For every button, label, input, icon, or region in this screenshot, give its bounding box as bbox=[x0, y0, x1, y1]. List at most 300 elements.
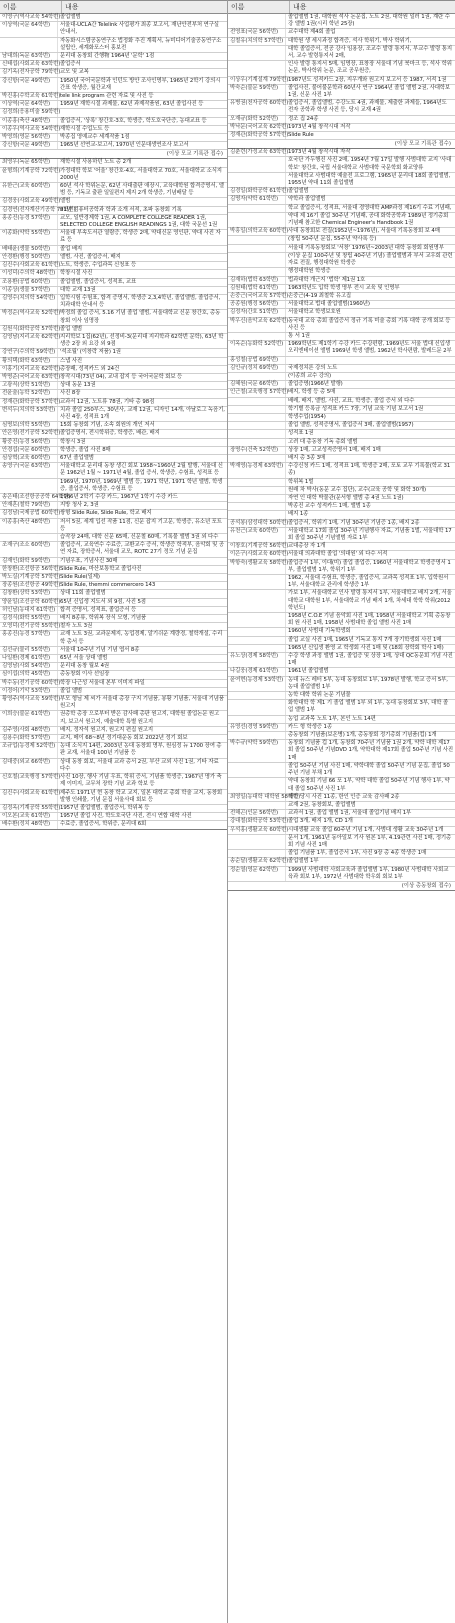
donor-name: 황의택(화학 63학번) bbox=[0, 358, 58, 365]
donation-content: 졸업증서 bbox=[60, 61, 81, 68]
table-row bbox=[228, 389, 455, 397]
table-row bbox=[228, 309, 455, 317]
donation-content: 총동창회 이사 선임장 bbox=[60, 671, 110, 678]
table-row bbox=[228, 29, 455, 37]
donor-name bbox=[228, 511, 286, 518]
donation-content: 상장 1매, 고교성적증명서 1매, 배지 1매 bbox=[288, 446, 381, 453]
donor-name: 박진홍(수학교육 61학번) bbox=[2, 93, 61, 100]
donation-content: 지리학보 1집(62년), 선정비-3(문리대 지리학과 62학번 문학), 63년 학생증 2장 외 요강 외 9점 bbox=[60, 333, 224, 348]
table-row bbox=[228, 447, 455, 455]
donor-name: 김정희(응용미술 59학번) bbox=[2, 109, 61, 116]
donor-name: 김기옥(전자공학 79학번) bbox=[2, 69, 61, 76]
donor-name: 김영남(사회 54학번) bbox=[0, 663, 58, 670]
table-row bbox=[228, 463, 455, 478]
donation-content: 법과대학 개근지 '법학' 제1권 1호 bbox=[288, 276, 366, 283]
donor-name: 신태섭(사회교육 63학번) bbox=[2, 61, 61, 68]
donor-name: 정순열(영문 62학번) bbox=[228, 867, 286, 881]
donor-name bbox=[228, 414, 286, 421]
table-row bbox=[0, 230, 227, 245]
donation-content: 학기별 등록금 성적표 카드 7장, 기념 교육 기념 보고서 1권 bbox=[288, 405, 424, 412]
content-column-header: 내용 bbox=[65, 3, 79, 11]
donor-name: 이상역(국문 64학번) bbox=[0, 101, 58, 108]
donation-content: 교대총장 자 1개 bbox=[288, 543, 326, 550]
donor-name bbox=[228, 628, 286, 635]
table-row bbox=[228, 333, 455, 341]
table-row bbox=[0, 696, 227, 711]
donation-content: 재학시절 사용하던 노트 총 2개 bbox=[60, 159, 132, 166]
table-row bbox=[228, 645, 455, 653]
donor-name: 양윤일(조선공학 60학번) bbox=[2, 598, 61, 605]
donation-content: 65년 신입생 지도서 외 9점, 사진 5점 bbox=[60, 598, 146, 605]
donation-content: tele link program 관련 자료 및 사진 등 bbox=[60, 93, 154, 100]
table-row bbox=[228, 173, 455, 188]
donor-name: 이종상(생물 57학번) bbox=[0, 287, 58, 294]
donation-content bbox=[286, 357, 455, 364]
table-row bbox=[228, 575, 455, 590]
donation-content: 서울대학교 문리대 동창 생긴 회보 1958~1960년 2월 발행, 서울대 신문 1962년 1월 ~ 1971년 4월, 졸업 증서, 학생증, 수험표, 성적표 등 bbox=[60, 463, 223, 477]
donor-name: 박숙순(불문 59학번) bbox=[228, 85, 286, 99]
donor-name: 김재인(화학 59학번) bbox=[0, 558, 58, 565]
donor-name bbox=[228, 46, 286, 60]
donor-name: 장종원(조선항공 49학번) bbox=[2, 582, 61, 589]
donation-content: 졸업 앨범 bbox=[60, 325, 83, 332]
donor-name: 이영구(역사교육 54학번) bbox=[2, 14, 61, 20]
donor-name: 전영표(국문 56학번) bbox=[228, 29, 286, 36]
donor-name bbox=[228, 14, 286, 28]
donation-content: 졸업증서 1부, 이대(미) 졸업 졸업증, 1960년 서울대학교 학생증명서 1부, 졸업앨범 1부, 학위기 1부 bbox=[288, 559, 451, 573]
donor-name bbox=[228, 245, 286, 252]
table-row bbox=[0, 390, 227, 398]
table-row bbox=[228, 245, 455, 253]
donor-name bbox=[228, 205, 286, 212]
donor-name: 배태윤(생물 50학번) bbox=[0, 246, 58, 253]
table-row bbox=[0, 254, 227, 262]
table-row bbox=[0, 430, 227, 438]
donation-content bbox=[58, 109, 227, 116]
table-row bbox=[228, 61, 455, 76]
table-row bbox=[0, 279, 227, 287]
donation-content: 치과 졸업 250부스, 30년사, 교재 12권, 디자인 14개, 아날로그 녹음기, 사진 4장, 성적표 1개 bbox=[60, 406, 225, 420]
table-row bbox=[228, 724, 455, 732]
table-row bbox=[228, 716, 455, 724]
donor-name bbox=[228, 173, 286, 187]
donor-name: 김용수(화학 57학번) bbox=[0, 735, 58, 742]
table-row bbox=[228, 495, 455, 503]
donor-name: 배수환(정치 48학번) bbox=[0, 821, 58, 828]
donor-name: 강연구(수의학 59학번) bbox=[0, 349, 58, 356]
table-row bbox=[0, 246, 227, 254]
donor-name: 김명자(약학 61학번) bbox=[228, 196, 286, 203]
donation-content: 농업 교과목 노트 1부, 본인 노트 14편 bbox=[288, 715, 376, 722]
table-row bbox=[0, 821, 227, 829]
left-rows bbox=[0, 14, 227, 830]
table-row bbox=[228, 858, 455, 866]
donation-content: 노트, 학생증, 수업과목 신청표 등 bbox=[60, 262, 137, 269]
table-row bbox=[0, 326, 227, 334]
donation-content: 사진 8장 bbox=[60, 390, 81, 397]
table-row bbox=[0, 455, 227, 463]
donor-name bbox=[228, 373, 286, 380]
donor-name: 공석봉(삼성대학 50학번) bbox=[230, 519, 289, 526]
donation-content: 졸업 교실 사진 1매, 1965년 기독교 통지 7개 장기학생회 사진 1매 bbox=[288, 636, 442, 643]
table-row bbox=[228, 268, 455, 276]
donation-content: 배지 총 3종 3매 bbox=[288, 454, 326, 461]
table-row bbox=[0, 407, 227, 422]
donor-name bbox=[228, 455, 286, 462]
table-row bbox=[0, 647, 227, 655]
donation-content: 학창시 3권 bbox=[60, 438, 86, 445]
donor-name: 신호철(교육행정 57학번) bbox=[0, 774, 58, 788]
donor-name bbox=[0, 479, 58, 493]
donor-name: 김경웅(사회교육 49학번) bbox=[2, 198, 61, 205]
table-row bbox=[228, 285, 455, 293]
donor-name: 김영수(치의학 54학번) bbox=[0, 295, 58, 309]
donation-content: 교재 노트 3권, 교과문제지, 농업경제, 알기쉬운 계량경, 철학개설, 수리학 총서 등 bbox=[60, 631, 223, 645]
section-note: (이상 모교 기록관 접수) bbox=[228, 140, 455, 149]
table-row bbox=[0, 287, 227, 295]
donor-name: 박정순(역사교육 52학번) bbox=[0, 310, 58, 324]
donor-name: 박수규(약학 59학번) bbox=[228, 740, 286, 762]
donation-content: (창립 50주년 문집, 55주년 약사록 등) bbox=[288, 236, 377, 243]
donation-content: 가보 1부, 서울대학교 인사 발령 통지서 1부, 서울대학교 배지 2개, 서울대학교 대학원 1부, 서울대학교 기념 배지 1개, 차세대 학학 학위(2012학년도) bbox=[288, 590, 452, 611]
donor-name bbox=[228, 778, 286, 792]
donation-content: 서울대-UCLA간 Telelink 사업평가 최종 보고서, 재난안전부처 연구실 안내서, bbox=[60, 22, 219, 36]
donor-name bbox=[228, 850, 286, 857]
table-row bbox=[228, 253, 455, 268]
table-row bbox=[0, 207, 227, 215]
donation-content: 학생증, 졸업 사진 8매 bbox=[60, 446, 111, 453]
donation-content: 1965년 신입생 환영 교 학생회 사진 1매 및 (18회 장학회 학사 1매) bbox=[288, 644, 444, 651]
donor-name bbox=[228, 268, 286, 275]
donor-name: 유천근(교육 60학번) bbox=[228, 528, 286, 542]
donor-name: 김영남(지리교육 62학번) bbox=[0, 334, 58, 348]
donation-content: 교과서 1권, 졸업 앨범 1권, 서울대 졸업기념 배지 1부 bbox=[288, 810, 412, 817]
donor-name bbox=[228, 253, 286, 267]
section-note: (이상 모교 기록관 접수) bbox=[0, 150, 227, 159]
donation-content: 호국단 가두행진 사진 2매, 1954년 7월 17일 발행 사범대학 교지 '사대학보' 창간호, 국립 서울대학교 사범대학 국문학회 화교양류 bbox=[288, 157, 452, 171]
table-row bbox=[0, 447, 227, 455]
donation-content: 기념우표, 기념사진 30매 bbox=[60, 557, 118, 564]
donation-content: 배레, 배지, 앨범, 사진, 교표, 학생증, 졸업 증서 외 다수 bbox=[288, 397, 415, 404]
donor-name bbox=[228, 157, 286, 171]
donor-name bbox=[228, 692, 286, 699]
donation-content: 창작시대(73년 04), 교내 잡지 등 국어국문학 회보 등 bbox=[60, 373, 183, 380]
table-row bbox=[228, 124, 455, 132]
donation-content: 대학 졸업증서, 전공 강사 임용장, 조교수 발령 통지서, 부교수 발령 통지서, 교수 발령통지서 2매, bbox=[288, 45, 452, 60]
donor-name: 김진수(사회교육 61학번) bbox=[0, 790, 58, 804]
donation-content: 농학 대학 학위 논문 기념물 bbox=[288, 692, 351, 699]
donation-content: 졸업증서, 학위기 1매, 기념 30주년 기념증 1종, 배지 2종 bbox=[288, 519, 420, 526]
table-row bbox=[228, 677, 455, 692]
donor-name: 이오본(교육 61학번) bbox=[0, 813, 58, 820]
donor-name: 황영주(역사교육 59학번) bbox=[0, 696, 58, 710]
table-row bbox=[228, 157, 455, 172]
table-row bbox=[0, 479, 227, 494]
donation-content: 서울대 부속도서관 열람증, 학생증 2매, 약대신문 영인판, 약대 사진 자료 등 bbox=[60, 230, 221, 244]
donation-content: 상대 11회 졸업앨범 bbox=[60, 590, 106, 597]
donation-content: 제학 당시 사진 11종, 한인 인증 교육 감사패 2종 bbox=[288, 793, 400, 800]
donation-content: 서울대 기록동창회보 '서창' 1976년~2003년 대학 동창회 회원명부 bbox=[288, 244, 444, 251]
table-row bbox=[228, 818, 455, 826]
donor-name: 조규업(농경제 52학번) bbox=[0, 743, 58, 757]
table-row bbox=[0, 805, 227, 813]
table-row bbox=[0, 93, 227, 101]
donation-content: 1999년 사범대학 사회교육과 졸업앨범 1부, 1980년 사범대학 사회교육과 회보 1부, 1972년 사범대학 학우회 회보 1부 bbox=[288, 866, 449, 880]
table-row bbox=[228, 318, 455, 333]
table-row bbox=[228, 38, 455, 46]
donation-content: 1965년 선연교-보고서, 1970년 인문대생연조사 보고서 bbox=[60, 142, 189, 149]
table-row bbox=[0, 711, 227, 726]
table-row bbox=[0, 688, 227, 696]
donor-name: 김정자(간호 51학번) bbox=[228, 309, 286, 316]
donor-name: 이희승(불문 61학번) bbox=[0, 711, 58, 725]
donor-name: 유노상(경제 58학번) bbox=[228, 653, 286, 667]
donor-name: 홍성철(공법 69학번) bbox=[228, 357, 286, 364]
donor-name: 김정남(국제공법 60학번) bbox=[2, 510, 61, 517]
right-rows bbox=[228, 14, 455, 891]
donor-name: 한창환(조선항공 56학번) bbox=[2, 565, 61, 572]
name-column-header: 이름 bbox=[228, 1, 290, 13]
donation-content: 화학대학 학 제1 기 졸업 앨범 1부 외 1부, 농대 동창회보 3부, 대학 졸업 앨범 1부 bbox=[288, 700, 449, 714]
donation-content: 졸업증서, '상록' 창간호-3호, 학생증, 학도호국단증, 농대교표 등 bbox=[60, 117, 207, 124]
table-row bbox=[0, 374, 227, 382]
donor-name: 오영덕(전기공학 55학번) bbox=[2, 623, 61, 630]
donation-content: Slide Rule, 마산보통학교 졸업사진 bbox=[60, 565, 142, 572]
donor-name bbox=[228, 700, 286, 714]
donor-name bbox=[228, 645, 286, 652]
left-header-row bbox=[0, 0, 227, 14]
donation-content: 1987년도 성적카드 2장, 지우개와 원고지 보고서 등 1987, 서적 1권 bbox=[288, 76, 447, 83]
donation-content: 1958년 C.O.E 기념 음악회 사진 1매, 1958년 서울대학교 기획 총동창회 원 사진 1매, 1958년 사범대학 졸업 앨범 사진 1매 bbox=[288, 613, 451, 627]
table-row bbox=[228, 357, 455, 365]
donation-content: 1969년, 1970년, 1969년 앨범 등, 1971 학년, 1971 학년 앨범, 학생증, 졸업증서, 학생증, 수험표 등 bbox=[60, 478, 223, 492]
donation-content: 저서 5권, 세계 입선 작품 11점, 신문 잡지 기고문, 학생증, 유소년 포트 등 bbox=[60, 518, 222, 532]
donor-name: 김대중(외교 66학번) bbox=[0, 759, 58, 773]
donor-name: 인근철(교육행정 57학번) bbox=[230, 389, 289, 396]
donor-name: 손중근(국어교육 57학번) bbox=[230, 292, 289, 299]
donation-content: 졸업앨범 bbox=[288, 188, 309, 195]
table-row bbox=[228, 398, 455, 406]
donor-name bbox=[228, 590, 286, 612]
donor-name: 홍종진(농경 57학번) bbox=[0, 215, 58, 229]
table-row bbox=[0, 22, 227, 37]
donor-name bbox=[228, 637, 286, 644]
table-row bbox=[0, 358, 227, 366]
table-row bbox=[0, 183, 227, 198]
donation-content: 시대생활 교육 졸업 60주년 기념 1개, 사범대 생활 교육 30주년 1개 bbox=[288, 826, 444, 833]
donation-content: 자연 인 대학 박물관(문서형 앨범 총 4권 노트 1권) bbox=[288, 494, 404, 501]
table-row bbox=[0, 774, 227, 789]
donor-name bbox=[228, 430, 286, 437]
donation-content: 철자 노트 3권 bbox=[60, 623, 93, 630]
donor-name: 이창호(기계공학 56학번) bbox=[230, 543, 289, 550]
table-row bbox=[228, 511, 455, 519]
donation-content: 졸업 50주년 기념 사진 1매, 약학대학 졸업 50주년 기념 문집, 졸업 50주년 기념 부채 1개 bbox=[288, 762, 450, 777]
table-row bbox=[0, 109, 227, 117]
donation-content: 1961년 졸업앨범 bbox=[288, 668, 329, 675]
table-row bbox=[228, 422, 455, 430]
donation-content: 국제정치론 강의 노트 bbox=[288, 364, 338, 371]
donation-content: 통 서 1권 bbox=[288, 332, 310, 339]
donation-content: 교지, 메이 68~8년 정기대운동 회보 2022년 정기 회보 bbox=[60, 735, 188, 742]
donor-name bbox=[228, 213, 286, 227]
donation-content: 약대 동창회 기념 66 포 1부, 약학 대학 졸업 50주년 기념 행사 1부, 약대 졸업 50주년 사진 1부 bbox=[288, 778, 450, 792]
table-row bbox=[228, 653, 455, 668]
donation-content: 1969학년도 제1학기 수강 카드 수강편람, 1969년도 서울 법대 신입생 오리엔테이션 앨범 1969년 학생 앨범, 1962년 학사편람, 발레드문 2부 bbox=[288, 341, 452, 355]
donor-name: 이정어(기악 53학번) bbox=[0, 688, 58, 695]
donation-content: 교모 및 교복 bbox=[60, 69, 89, 76]
donor-name: 안재혼(철학 79학번) bbox=[0, 502, 58, 509]
donor-name bbox=[228, 422, 286, 429]
donation-content: 지방 청사 2, 3권 bbox=[60, 502, 99, 509]
donation-content: 1962, 서울대 수험표, 학생증, 졸업증서, 교과목 성적표 1부, 입학원서 1부, 서울대학교 관리에 학생증 1부 bbox=[288, 575, 449, 589]
table-row bbox=[228, 236, 455, 244]
donor-name: 박수동(전기공학 60학번) bbox=[2, 679, 61, 686]
table-row bbox=[0, 534, 227, 542]
donor-name: 김진수(사회교육 61학번) bbox=[2, 262, 61, 269]
section-note: (이상 총동창회 접수) bbox=[228, 882, 455, 891]
donation-content: 합격 증명서, 성적표, 졸업증서 등 bbox=[60, 606, 137, 613]
table-row bbox=[228, 867, 455, 882]
donation-content: 총동창회 기념품(보온병) 1개, 총동창회 정기총회 기념품(컵) 1개 bbox=[288, 732, 437, 739]
donor-name: 남대희(독문 63학번) bbox=[0, 53, 58, 60]
donation-content: 자동화시스템공동연구소 법정화 추진 계획서, 뉴미디어기술공동연구소 설립안, 세계화포스터 홍보전 bbox=[60, 37, 222, 51]
donation-content: 앨범 bbox=[60, 198, 71, 205]
donation-content: 학위복 1벌 bbox=[288, 478, 314, 485]
donor-name bbox=[228, 732, 286, 739]
donation-content: (이종희 교수 강의) bbox=[288, 372, 331, 379]
donation-content: 원래 차 박사(동문 교수 집단), 교수(교육 공학 및 화학 30개) bbox=[288, 486, 427, 493]
donor-name: 홍종진(농경 57학번) bbox=[0, 631, 58, 645]
table-row bbox=[0, 671, 227, 679]
donation-content: 약대 제 16기 졸업 30주년 기념패, 공대 화학공학과 1989년 정기총회 기념패 참고한 Chemical Engineer's Handbook 1권 bbox=[288, 212, 449, 227]
table-row bbox=[228, 116, 455, 124]
table-row bbox=[0, 574, 227, 582]
donor-name bbox=[228, 835, 286, 849]
donation-content: 졸업증명(1966년 발행) bbox=[288, 381, 343, 388]
donation-content: 1960년 사범대 기독학생회 bbox=[288, 628, 351, 635]
table-row bbox=[228, 293, 455, 301]
donation-content: 가정대학 학보 '어울' 창간호-4호, 서울대학교 70호, 서울대학교 소식지 2000년 bbox=[60, 167, 222, 181]
donation-content: 학창시절 사진 bbox=[60, 270, 93, 277]
donor-name bbox=[228, 802, 286, 809]
table-row bbox=[0, 727, 227, 735]
donation-content: 박종진 교수 성적카드 1매, 앨범 1종 bbox=[288, 503, 371, 510]
donor-name: 이성덕(수의학 48학번) bbox=[0, 270, 58, 277]
table-row bbox=[228, 479, 455, 487]
donation-content: 1963학년도 입학 학생 명부 전시 교육 및 인명부 bbox=[288, 284, 400, 291]
donor-name bbox=[228, 503, 286, 510]
donor-name: 안경환(행정 50학번) bbox=[0, 254, 58, 261]
donation-content: 습작장 24매, 대학 신문 65매, 신문철 60매, 기록물 앨범 3권 외 다수 bbox=[60, 534, 219, 540]
table-row bbox=[228, 503, 455, 511]
donation-content: 입학시험 수험표, 합격 증명서, 학생증 2,3,4학년, 졸업앨범, 졸업증서, 치과대학 안내서 등 bbox=[60, 294, 221, 309]
donor-name: 이은구(사회교육 60학번) bbox=[230, 551, 289, 558]
donation-content: 졸업앨범 bbox=[60, 14, 81, 20]
donor-name: 박영희(영문 56학번) bbox=[0, 134, 58, 141]
table-row bbox=[0, 215, 227, 230]
table-row bbox=[228, 560, 455, 575]
table-row bbox=[0, 118, 227, 126]
donation-content: 65년 서울 상대 앨범 bbox=[60, 655, 108, 662]
donor-name bbox=[228, 479, 286, 486]
donation-content: 수강신청 카드 1매, 성적표 1매, 학생증 2매, 포토 교무 기록물(학교 31종) bbox=[288, 463, 451, 477]
table-row bbox=[0, 680, 227, 688]
donation-content: 제주도 1971년 현 동창 학교 교지, 일본 대학교 총회 학술 교지, 동창회 발행 인쇄물, 기념 문집 서울사대 회보 등 bbox=[60, 789, 222, 803]
table-row bbox=[228, 700, 455, 715]
donor-name: 공종원(행정 56학번) bbox=[228, 301, 286, 308]
donor-name: 심명보(의학 55학번) bbox=[0, 422, 58, 429]
donor-name: 유영선(경영 59학번) bbox=[228, 724, 286, 731]
donor-name: 강대철(화학공학 53학번) bbox=[230, 818, 289, 825]
donation-content: 대학 교재 13권 bbox=[60, 286, 96, 293]
donation-content: 졸업 앨범, 성적증명서, 졸업증서 3매, 졸업앨범(1957) bbox=[288, 422, 414, 429]
donor-name: 윤형희(기계공학 72학번) bbox=[0, 168, 58, 182]
donor-name: 송영구(국문 63학번) bbox=[0, 463, 58, 477]
donation-content: 부모 형님 제 씨가 서울대 총장 구지 기념품, 봉황 기념품, 서울대 기념품 원고지 bbox=[60, 696, 224, 710]
donation-content: 약학과 졸업앨범 bbox=[288, 196, 326, 203]
donation-content: 60년 석사 학위논문, 62년 사대출판 애장시, 교육대학원 합격증명서, 앨범 등, 기독교 출판 일일편지 제지 2개 학생증, 기념배달 등 bbox=[60, 183, 224, 197]
donation-content: 졸업앨범 1부 bbox=[288, 858, 319, 865]
table-row bbox=[0, 53, 227, 61]
table-row bbox=[228, 835, 455, 850]
donation-content: 행정대학원 학생증 bbox=[288, 268, 331, 275]
table-row bbox=[228, 613, 455, 628]
donor-name bbox=[228, 763, 286, 777]
donation-content: 동국대 교육 총회 졸업증서 정규 기록 미술 총회 기록 대학 공개 회보 등 사진 등 bbox=[288, 317, 451, 331]
donor-name: 박명준(국어교육 63학번) bbox=[2, 373, 61, 380]
name-column-header: 이름 bbox=[0, 1, 62, 13]
donor-name: 김원식(화학공학 57학번) bbox=[2, 325, 61, 332]
donor-name bbox=[0, 38, 58, 52]
table-row bbox=[228, 341, 455, 356]
donation-content: 91년 컴퓨터공학과 학과 소개 서적, 초파 동창회 기록 bbox=[60, 206, 182, 213]
table-row bbox=[228, 827, 455, 835]
donation-content: 문리대 동창회 간행物 1964년 '문학' 1점 bbox=[60, 53, 155, 60]
donation-content: 고려 대 총동창 기독 총회 앨범 bbox=[288, 438, 358, 445]
donor-name bbox=[228, 487, 286, 494]
table-row bbox=[0, 168, 227, 183]
donor-name: 이종흥(축산 48학번) bbox=[0, 519, 58, 533]
donor-name: 나일환(경제 61학번) bbox=[0, 655, 58, 662]
donation-content: 1950년 국어국문학과 인턴도 방안 조사인명부, 1965년 2학기 강의시간표 학생증, 월간교재 bbox=[60, 77, 221, 91]
table-row bbox=[0, 631, 227, 646]
donation-content: 졸업사진, 불어불문학과 60년사 연구 1964년 졸업 앨범 2권, 사대학보 1권, 신문 사진 1부 bbox=[288, 84, 451, 99]
table-row bbox=[228, 668, 455, 676]
donor-name: 김정식(화학 55학번) bbox=[0, 615, 58, 622]
donor-name: 유병권(천자공학 60학번) bbox=[228, 100, 286, 114]
donation-content: 농대 소식지 14편, 2003년 농대 동창회 명부, 원심정 뉴 1700 장여 총판 교재, 서울대 100년 기념품 등 bbox=[60, 743, 222, 757]
donation-content: 서울대학교 학생보호원 bbox=[288, 309, 341, 316]
donation-content: 졸업 3개, 배지 1개, CD 1개 bbox=[288, 818, 353, 825]
donation-content: 배지, 학생 등 총 5매 bbox=[288, 389, 336, 396]
donor-name: 김정옥(기계공학 55학번) bbox=[2, 804, 61, 811]
donor-name: 김혜원(국문 66학번) bbox=[228, 381, 286, 388]
table-row bbox=[228, 365, 455, 373]
table-row bbox=[228, 637, 455, 645]
donation-content: 카드 형 학생증 1종 bbox=[288, 723, 332, 730]
table-row bbox=[228, 778, 455, 793]
donor-name: 안은영(전기공학 52학번) bbox=[2, 430, 61, 437]
donor-name: 김선규(물리 55학번) bbox=[0, 647, 58, 654]
donor-name bbox=[228, 61, 286, 75]
donation-content: 1966년 2학기 수강 카드, 1967년 1학기 수강 카드 bbox=[60, 493, 178, 500]
table-row bbox=[228, 213, 455, 228]
table-row bbox=[0, 743, 227, 758]
table-row bbox=[0, 542, 227, 557]
donation-content: 농대 뉴스 레터 5부, 농대 동창회보 1부, 1978년 발행, 학교 증서 5부, 농대 졸업앨범 1부 bbox=[288, 676, 448, 690]
donor-name: 김창환(상학 53학번) bbox=[0, 590, 58, 597]
